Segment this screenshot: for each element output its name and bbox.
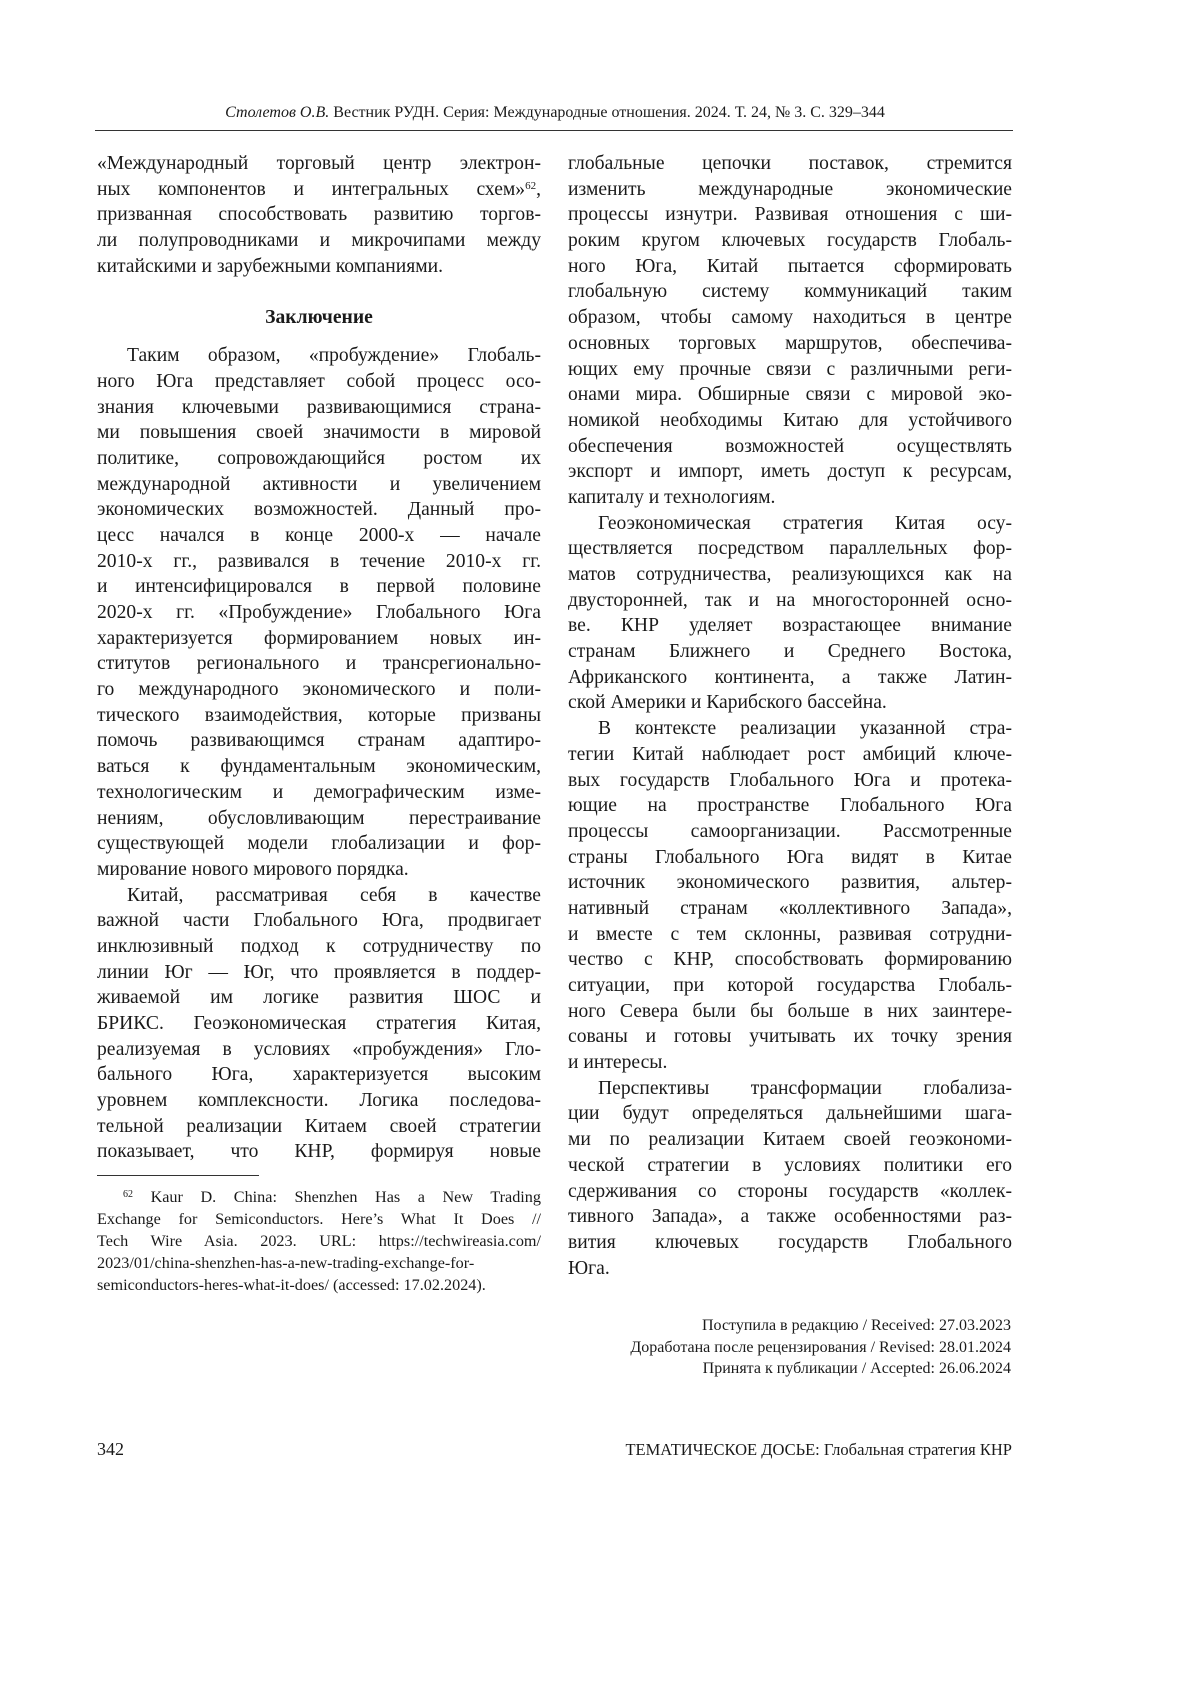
text-line: ми по реализации Китаем своей геоэкономи- — [568, 1127, 1012, 1153]
text-line: роким кругом ключевых государств Глобаль- — [568, 228, 1012, 254]
text-line: призванная способствовать развитию торгов- — [97, 202, 541, 228]
text-line: двусторонней, так и на многосторонней осно- — [568, 588, 1012, 614]
text-line: глобальную систему коммуникаций таким — [568, 279, 1012, 305]
text-line: важной части Глобального Юга, продвигает — [97, 908, 541, 934]
text-line: и интенсифицировался в первой половине — [97, 574, 541, 600]
text-line: и интересы. — [568, 1050, 1012, 1076]
paragraph — [568, 151, 1012, 511]
text-line: капиталу и технологиям. — [568, 485, 1012, 511]
text-line: онами мира. Обширные связи с мировой эко- — [568, 382, 1012, 408]
text-line: показывает, что КНР, формируя новые — [97, 1139, 541, 1165]
text-line: существующей модели глобализации и фор- — [97, 831, 541, 857]
text-line — [97, 177, 541, 203]
text-line: цесс начался в конце 2000-х — начале — [97, 523, 541, 549]
date-accepted: Принята к публикации / Accepted: 26.06.2024 — [568, 1358, 1011, 1380]
paragraph — [568, 1076, 1012, 1282]
text-line: технологическим и демографическим изме- — [97, 780, 541, 806]
text-line: ющих ему прочные связи с различными реги- — [568, 357, 1012, 383]
footnote-line — [97, 1186, 541, 1208]
text-line: ющие на пространстве Глобального Юга — [568, 793, 1012, 819]
footnote-text: Tech Wire Asia. 2023. URL: https://techwireasia.com/ — [97, 1232, 541, 1250]
text-line: реализуемая в условиях «пробуждения» Гло- — [97, 1037, 541, 1063]
text-line: мирование нового мирового порядка. — [97, 857, 541, 883]
date-revised: Доработана после рецензирования / Revised: 28.01.2024 — [568, 1337, 1011, 1359]
text-line: 2020-х гг. «Пробуждение» Глобального Юга — [97, 600, 541, 626]
footnote-line — [97, 1208, 541, 1230]
text-line: ществляется посредством параллельных фор- — [568, 536, 1012, 562]
text-line: страны Глобального Юга видят в Китае — [568, 845, 1012, 871]
text-line: характеризуется формированием новых ин- — [97, 626, 541, 652]
text-line: и вместе с тем склонны, развивая сотрудни- — [568, 922, 1012, 948]
running-header — [97, 104, 1013, 122]
text-line: живаемой им логике развития ШОС и — [97, 985, 541, 1011]
text-line: тического взаимодействия, которые призваны — [97, 703, 541, 729]
text-line: бального Юга, характеризуется высоким — [97, 1062, 541, 1088]
footnote-ref: 62 — [525, 180, 536, 192]
text-line: тегии Китай наблюдает рост амбиций ключе- — [568, 742, 1012, 768]
text-line-part: , — [536, 179, 541, 200]
text-line: экспорт и импорт, иметь доступ к ресурсам, — [568, 459, 1012, 485]
text-line: линии Юг — Юг, что проявляется в поддер- — [97, 960, 541, 986]
text-line: нативный странам «коллективного Запада», — [568, 896, 1012, 922]
running-header-author: Столетов О.В. — [225, 104, 329, 121]
text-line: тельной реализации Китаем своей стратегии — [97, 1114, 541, 1140]
text-line: Африканского континента, а также Латин- — [568, 665, 1012, 691]
left-column — [97, 151, 541, 1165]
text-line: ции будут определяться дальнейшими шага- — [568, 1101, 1012, 1127]
paragraph — [568, 716, 1012, 1076]
text-line: политике, сопровождающийся ростом их — [97, 446, 541, 472]
footnote-text: semiconductors-heres-what-it-does/ (accessed: 17.02.2024). — [97, 1276, 486, 1294]
text-line: ститутов регионального и трансрегионально- — [97, 651, 541, 677]
footnote — [97, 1186, 541, 1296]
text-line: Геоэкономическая стратегия Китая осу- — [568, 511, 1012, 537]
text-line-part: ных компонентов и интегральных схем» — [97, 179, 525, 200]
text-line: знания ключевыми развивающимися страна- — [97, 395, 541, 421]
footnote-line — [97, 1274, 541, 1296]
text-line: обеспечения возможностей осуществлять — [568, 434, 1012, 460]
text-line: процессы самоорганизации. Рассмотренные — [568, 819, 1012, 845]
text-line: ного Юга, Китай пытается сформировать — [568, 254, 1012, 280]
text-line: вития ключевых государств Глобального — [568, 1230, 1012, 1256]
text-line: источник экономического развития, альтер- — [568, 870, 1012, 896]
text-line: основных торговых маршрутов, обеспечива- — [568, 331, 1012, 357]
text-line: вых государств Глобального Юга и протека- — [568, 768, 1012, 794]
text-line: ваться к фундаментальным экономическим, — [97, 754, 541, 780]
text-line: ного Юга представляет собой процесс осо- — [97, 369, 541, 395]
text-line: нениям, обусловливающим перестраивание — [97, 806, 541, 832]
footnote-text: 2023/01/china-shenzhen-has-a-new-trading-exchange-for- — [97, 1254, 474, 1272]
section-heading: Заключение — [97, 305, 541, 331]
text-line: Юга. — [568, 1256, 1012, 1282]
running-header-citation: Вестник РУДН. Серия: Международные отношения. 2024. Т. 24, № 3. С. 329–344 — [329, 104, 885, 121]
text-line: 2010-х гг., развивался в течение 2010-х гг. — [97, 549, 541, 575]
text-line: тивного Запада», а также особенностями раз- — [568, 1204, 1012, 1230]
footnote-divider — [97, 1175, 259, 1176]
publication-dates — [568, 1315, 1011, 1380]
paragraph — [97, 883, 541, 1166]
text-line: образом, чтобы самому находиться в центре — [568, 305, 1012, 331]
text-line: БРИКС. Геоэкономическая стратегия Китая, — [97, 1011, 541, 1037]
text-line: глобальные цепочки поставок, стремится — [568, 151, 1012, 177]
section-title: ТЕМАТИЧЕСКОЕ ДОСЬЕ: Глобальная стратегия КНР — [625, 1440, 1012, 1460]
text-line: инклюзивный подход к сотрудничеству по — [97, 934, 541, 960]
paragraph — [97, 343, 541, 882]
text-line: изменить международные экономические — [568, 177, 1012, 203]
page-number: 342 — [97, 1439, 124, 1460]
text-line: ного Севера были бы больше в них заинтере- — [568, 999, 1012, 1025]
text-line: странам Ближнего и Среднего Востока, — [568, 639, 1012, 665]
text-line: Китай, рассматривая себя в качестве — [97, 883, 541, 909]
text-line: экономических возможностей. Данный про- — [97, 497, 541, 523]
text-line: «Международный торговый центр электрон- — [97, 151, 541, 177]
text-line: В контексте реализации указанной стра- — [568, 716, 1012, 742]
text-line: Таким образом, «пробуждение» Глобаль- — [97, 343, 541, 369]
text-line: сдерживания со стороны государств «коллек- — [568, 1179, 1012, 1205]
header-divider — [95, 130, 1013, 131]
text-line: ве. КНР уделяет возрастающее внимание — [568, 613, 1012, 639]
text-line: процессы изнутри. Развивая отношения с ши- — [568, 202, 1012, 228]
footnote-text: Exchange for Semiconductors. Here’s What It Does // — [97, 1210, 541, 1228]
text-line: уровнем комплексности. Логика последова- — [97, 1088, 541, 1114]
text-line: ли полупроводниками и микрочипами между — [97, 228, 541, 254]
text-line: чество с КНР, способствовать формированию — [568, 947, 1012, 973]
text-line: международной активности и увеличением — [97, 472, 541, 498]
paragraph — [97, 151, 541, 279]
right-column — [568, 151, 1012, 1281]
footnote-line — [97, 1230, 541, 1252]
text-line: помочь развивающимся странам адаптиро- — [97, 728, 541, 754]
text-line: Перспективы трансформации глобализа- — [568, 1076, 1012, 1102]
text-line: го международного экономического и поли- — [97, 677, 541, 703]
text-line: ческой стратегии в условиях политики его — [568, 1153, 1012, 1179]
paragraph — [568, 511, 1012, 717]
text-line: ской Америки и Карибского бассейна. — [568, 690, 1012, 716]
text-line: ситуации, при которой государства Глобаль- — [568, 973, 1012, 999]
text-line: китайскими и зарубежными компаниями. — [97, 254, 541, 280]
text-line: номикой необходимы Китаю для устойчивого — [568, 408, 1012, 434]
footnote-text: Kaur D. China: Shenzhen Has a New Trading — [151, 1188, 541, 1206]
text-line: ми повышения своей значимости в мировой — [97, 420, 541, 446]
footnote-line — [97, 1252, 541, 1274]
text-line: сованы и готовы учитывать их точку зрения — [568, 1024, 1012, 1050]
date-received: Поступила в редакцию / Received: 27.03.2023 — [568, 1315, 1011, 1337]
text-line: матов сотрудничества, реализующихся как на — [568, 562, 1012, 588]
footnote-number: 62 — [123, 1189, 133, 1200]
